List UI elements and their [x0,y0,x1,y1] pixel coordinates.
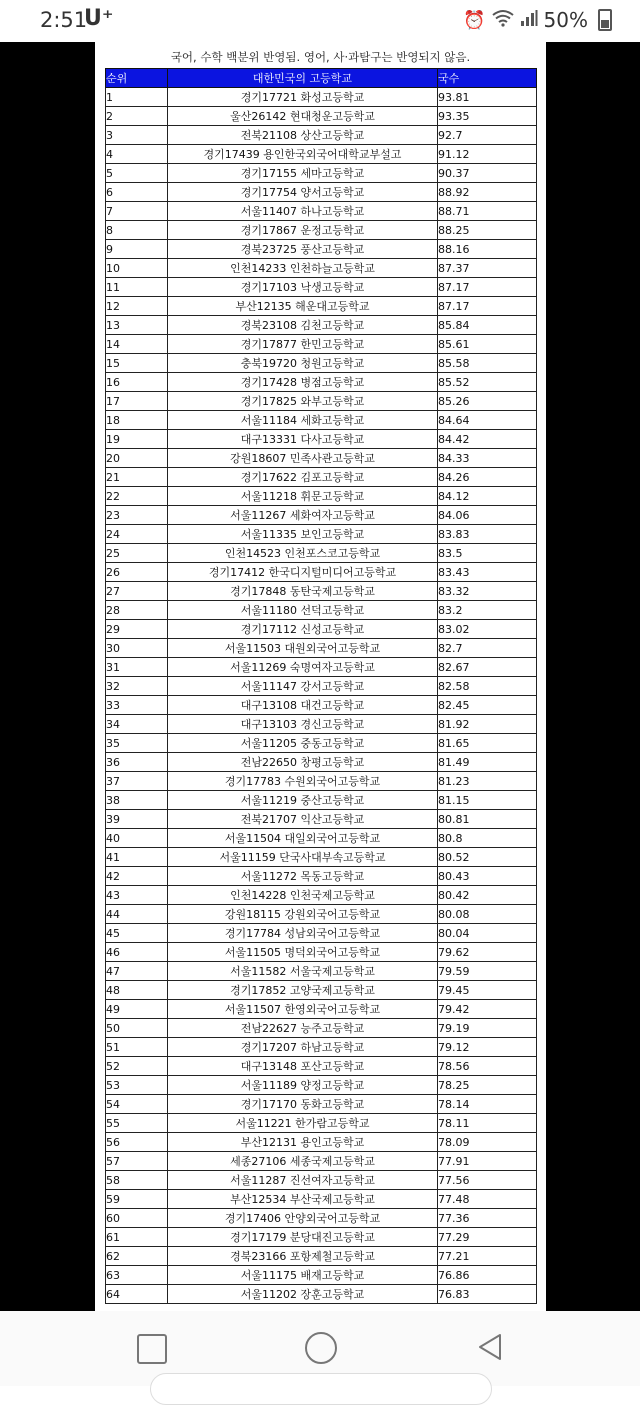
score-cell: 83.83 [438,525,537,544]
school-cell: 경기17754 양서고등학교 [168,183,438,202]
score-cell: 83.32 [438,582,537,601]
school-cell: 충북19720 청원고등학교 [168,354,438,373]
table-row [106,183,537,202]
rank-cell: 5 [106,164,168,183]
score-cell: 82.45 [438,696,537,715]
table-row [106,905,537,924]
score-cell: 84.06 [438,506,537,525]
score-cell: 78.25 [438,1076,537,1095]
table-row [106,1038,537,1057]
table-row [106,1095,537,1114]
image-viewer[interactable] [0,42,640,1311]
school-cell: 경기17207 하남고등학교 [168,1038,438,1057]
school-cell: 서울11147 강서고등학교 [168,677,438,696]
table-row [106,639,537,658]
score-cell: 85.84 [438,316,537,335]
score-cell: 80.52 [438,848,537,867]
rank-cell: 49 [106,1000,168,1019]
school-cell: 경기17112 신성고등학교 [168,620,438,639]
table-row [106,259,537,278]
home-icon [305,1332,337,1364]
score-cell: 79.59 [438,962,537,981]
battery-percent: 50% [543,8,588,32]
school-cell: 경기17877 한민고등학교 [168,335,438,354]
table-row [106,1285,537,1304]
school-cell: 서울11159 단국사대부속고등학교 [168,848,438,867]
header-school: 대한민국의 고등학교 [168,69,438,88]
header-score: 국수 [438,69,537,88]
score-cell: 82.58 [438,677,537,696]
table-row [106,316,537,335]
table-row [106,677,537,696]
score-cell: 79.12 [438,1038,537,1057]
rank-cell: 44 [106,905,168,924]
rank-cell: 60 [106,1209,168,1228]
table-row [106,1076,537,1095]
table-row [106,297,537,316]
table-row [106,620,537,639]
rank-cell: 56 [106,1133,168,1152]
school-cell: 서울11189 양정고등학교 [168,1076,438,1095]
school-cell: 세종27106 세종국제고등학교 [168,1152,438,1171]
score-cell: 87.17 [438,278,537,297]
rank-cell: 29 [106,620,168,639]
table-row [106,1171,537,1190]
status-bar [0,0,640,42]
score-cell: 81.92 [438,715,537,734]
school-cell: 서울11582 서울국제고등학교 [168,962,438,981]
score-cell: 81.23 [438,772,537,791]
table-row [106,1057,537,1076]
score-cell: 78.11 [438,1114,537,1133]
rank-cell: 42 [106,867,168,886]
score-cell: 87.37 [438,259,537,278]
sheet-note: 국어, 수학 백분위 반영됨. 영어, 사·과탐구는 반영되지 않음. [170,50,471,64]
score-cell: 90.37 [438,164,537,183]
table-row [106,202,537,221]
rank-cell: 61 [106,1228,168,1247]
table-row [106,715,537,734]
table-row [106,335,537,354]
school-cell: 서울11221 한가람고등학교 [168,1114,438,1133]
rank-cell: 25 [106,544,168,563]
school-cell: 서울11504 대일외국어고등학교 [168,829,438,848]
battery-icon [598,9,612,31]
table-row [106,1247,537,1266]
table-body [106,88,537,1304]
school-cell: 경기17103 낙생고등학교 [168,278,438,297]
school-cell: 경기17622 김포고등학교 [168,468,438,487]
school-cell: 서울11218 휘문고등학교 [168,487,438,506]
table-row [106,867,537,886]
score-cell: 84.42 [438,430,537,449]
rank-cell: 54 [106,1095,168,1114]
table-row [106,1000,537,1019]
table-row [106,753,537,772]
table-row [106,791,537,810]
home-button[interactable] [304,1331,340,1367]
rank-cell: 17 [106,392,168,411]
score-cell: 82.67 [438,658,537,677]
score-cell: 82.7 [438,639,537,658]
school-cell: 전북21108 상산고등학교 [168,126,438,145]
school-cell: 서울11202 장훈고등학교 [168,1285,438,1304]
school-cell: 서울11407 하나고등학교 [168,202,438,221]
table-row [106,734,537,753]
school-cell: 인천14228 인천국제고등학교 [168,886,438,905]
table-row [106,1114,537,1133]
rank-cell: 64 [106,1285,168,1304]
back-button[interactable] [474,1331,510,1367]
score-cell: 78.09 [438,1133,537,1152]
school-cell: 전남22627 능주고등학교 [168,1019,438,1038]
score-cell: 88.71 [438,202,537,221]
rank-cell: 31 [106,658,168,677]
school-cell: 강원18115 강원외국어고등학교 [168,905,438,924]
rank-cell: 15 [106,354,168,373]
score-cell: 76.83 [438,1285,537,1304]
table-row [106,601,537,620]
school-cell: 서울11180 선덕고등학교 [168,601,438,620]
score-cell: 79.62 [438,943,537,962]
gesture-pill[interactable] [150,1373,492,1405]
score-cell: 93.81 [438,88,537,107]
score-cell: 84.33 [438,449,537,468]
score-cell: 84.12 [438,487,537,506]
rank-cell: 19 [106,430,168,449]
school-cell: 부산12135 해운대고등학교 [168,297,438,316]
rank-cell: 33 [106,696,168,715]
score-cell: 80.81 [438,810,537,829]
table-row [106,240,537,259]
rank-cell: 35 [106,734,168,753]
school-cell: 강원18607 민족사관고등학교 [168,449,438,468]
rank-cell: 38 [106,791,168,810]
school-cell: 경기17428 병점고등학교 [168,373,438,392]
rank-cell: 24 [106,525,168,544]
carrier-label: U⁺ [84,6,114,31]
rank-cell: 52 [106,1057,168,1076]
score-cell: 80.42 [438,886,537,905]
rank-cell: 22 [106,487,168,506]
score-cell: 83.5 [438,544,537,563]
rank-cell: 62 [106,1247,168,1266]
table-row [106,981,537,1000]
score-cell: 77.91 [438,1152,537,1171]
table-row [106,1266,537,1285]
score-cell: 77.29 [438,1228,537,1247]
school-cell: 경기17867 운정고등학교 [168,221,438,240]
rank-cell: 51 [106,1038,168,1057]
rank-cell: 59 [106,1190,168,1209]
school-cell: 경기17825 와부고등학교 [168,392,438,411]
table-row [106,962,537,981]
score-cell: 85.61 [438,335,537,354]
rank-cell: 41 [106,848,168,867]
rank-cell: 50 [106,1019,168,1038]
score-cell: 80.8 [438,829,537,848]
score-cell: 91.12 [438,145,537,164]
school-cell: 경기17406 안양외국어고등학교 [168,1209,438,1228]
school-cell: 경기17721 화성고등학교 [168,88,438,107]
rank-cell: 48 [106,981,168,1000]
rank-cell: 46 [106,943,168,962]
table-header-row [106,69,537,88]
score-cell: 80.04 [438,924,537,943]
table-row [106,1228,537,1247]
rank-cell: 1 [106,88,168,107]
table-row [106,1019,537,1038]
score-cell: 84.64 [438,411,537,430]
school-cell: 울산26142 현대청운고등학교 [168,107,438,126]
rank-cell: 27 [106,582,168,601]
rank-cell: 45 [106,924,168,943]
rank-cell: 53 [106,1076,168,1095]
school-cell: 대구13148 포산고등학교 [168,1057,438,1076]
rank-cell: 21 [106,468,168,487]
school-cell: 경북23108 김천고등학교 [168,316,438,335]
back-icon [474,1331,506,1363]
rank-cell: 6 [106,183,168,202]
rank-cell: 7 [106,202,168,221]
school-cell: 서울11267 세화여자고등학교 [168,506,438,525]
school-cell: 전북21707 익산고등학교 [168,810,438,829]
table-row [106,810,537,829]
rank-cell: 12 [106,297,168,316]
table-row [106,563,537,582]
table-row [106,126,537,145]
school-cell: 경기17155 세마고등학교 [168,164,438,183]
score-cell: 79.19 [438,1019,537,1038]
score-cell: 92.7 [438,126,537,145]
score-cell: 77.36 [438,1209,537,1228]
school-cell: 경기17439 용인한국외국어대학교부설고 [168,145,438,164]
table-row [106,107,537,126]
table-row [106,145,537,164]
rank-cell: 39 [106,810,168,829]
ranking-sheet [95,42,546,1311]
school-cell: 경북23166 포항제철고등학교 [168,1247,438,1266]
rank-cell: 40 [106,829,168,848]
rank-cell: 47 [106,962,168,981]
rank-cell: 36 [106,753,168,772]
table-row [106,525,537,544]
rank-cell: 20 [106,449,168,468]
table-row [106,924,537,943]
alarm-icon: ⏰ [463,9,486,31]
table-row [106,943,537,962]
rank-cell: 14 [106,335,168,354]
school-cell: 부산12534 부산국제고등학교 [168,1190,438,1209]
table-row [106,354,537,373]
score-cell: 87.17 [438,297,537,316]
rank-cell: 55 [106,1114,168,1133]
school-cell: 서울11335 보인고등학교 [168,525,438,544]
table-row [106,848,537,867]
recent-apps-button[interactable] [134,1331,170,1367]
school-cell: 서울11503 대원외국어고등학교 [168,639,438,658]
score-cell: 80.43 [438,867,537,886]
school-cell: 서울11175 배재고등학교 [168,1266,438,1285]
school-cell: 서울11507 한영외국어고등학교 [168,1000,438,1019]
school-cell: 전남22650 창평고등학교 [168,753,438,772]
rank-cell: 43 [106,886,168,905]
score-cell: 76.86 [438,1266,537,1285]
score-cell: 79.42 [438,1000,537,1019]
score-cell: 81.49 [438,753,537,772]
score-cell: 78.56 [438,1057,537,1076]
rank-cell: 26 [106,563,168,582]
school-cell: 서울11272 목동고등학교 [168,867,438,886]
rank-cell: 11 [106,278,168,297]
recent-apps-icon [137,1334,167,1364]
header-rank: 순위 [106,69,168,88]
school-cell: 인천14523 인천포스코고등학교 [168,544,438,563]
table-row [106,430,537,449]
table-row [106,164,537,183]
score-cell: 85.58 [438,354,537,373]
rank-cell: 4 [106,145,168,164]
school-cell: 인천14233 인천하늘고등학교 [168,259,438,278]
table-row [106,886,537,905]
rank-cell: 9 [106,240,168,259]
rank-cell: 57 [106,1152,168,1171]
table-row [106,221,537,240]
school-cell: 대구13108 대건고등학교 [168,696,438,715]
rank-cell: 28 [106,601,168,620]
rank-cell: 37 [106,772,168,791]
table-row [106,411,537,430]
score-cell: 85.26 [438,392,537,411]
school-cell: 경기17784 성남외국어고등학교 [168,924,438,943]
school-cell: 서울11505 명덕외국어고등학교 [168,943,438,962]
table-row [106,487,537,506]
school-cell: 대구13331 다사고등학교 [168,430,438,449]
table-row [106,696,537,715]
school-cell: 대구13103 경신고등학교 [168,715,438,734]
score-cell: 77.21 [438,1247,537,1266]
rank-cell: 18 [106,411,168,430]
school-cell: 경기17412 한국디지털미디어고등학교 [168,563,438,582]
score-cell: 83.2 [438,601,537,620]
rank-cell: 58 [106,1171,168,1190]
school-cell: 서울11184 세화고등학교 [168,411,438,430]
school-cell: 서울11219 중산고등학교 [168,791,438,810]
rank-cell: 2 [106,107,168,126]
score-cell: 88.92 [438,183,537,202]
rank-cell: 63 [106,1266,168,1285]
score-cell: 77.48 [438,1190,537,1209]
score-cell: 83.02 [438,620,537,639]
score-cell: 81.65 [438,734,537,753]
status-icons [463,8,612,32]
table-row [106,278,537,297]
rank-cell: 30 [106,639,168,658]
score-cell: 93.35 [438,107,537,126]
table-row [106,449,537,468]
rank-cell: 8 [106,221,168,240]
score-cell: 77.56 [438,1171,537,1190]
status-time: 2:51 [40,8,88,32]
table-row [106,468,537,487]
score-cell: 88.25 [438,221,537,240]
score-cell: 81.15 [438,791,537,810]
table-row [106,1133,537,1152]
school-cell: 경북23725 풍산고등학교 [168,240,438,259]
table-row [106,373,537,392]
navigation-bar [0,1311,640,1386]
table-row [106,88,537,107]
school-cell: 경기17170 동화고등학교 [168,1095,438,1114]
rank-cell: 23 [106,506,168,525]
table-row [106,1190,537,1209]
table-row [106,506,537,525]
school-cell: 서울11269 숙명여자고등학교 [168,658,438,677]
rank-cell: 13 [106,316,168,335]
score-cell: 84.26 [438,468,537,487]
rank-cell: 32 [106,677,168,696]
rank-cell: 16 [106,373,168,392]
table-row [106,658,537,677]
rank-cell: 10 [106,259,168,278]
school-cell: 서울11205 중동고등학교 [168,734,438,753]
school-cell: 경기17848 동탄국제고등학교 [168,582,438,601]
rank-cell: 34 [106,715,168,734]
score-cell: 78.14 [438,1095,537,1114]
rank-cell: 3 [106,126,168,145]
signal-icon [520,9,538,32]
school-cell: 경기17783 수원외국어고등학교 [168,772,438,791]
table-row [106,1209,537,1228]
table-row [106,392,537,411]
table-row [106,1152,537,1171]
wifi-icon [492,9,514,32]
school-cell: 부산12131 용인고등학교 [168,1133,438,1152]
ranking-table [105,68,537,1304]
school-cell: 서울11287 진선여자고등학교 [168,1171,438,1190]
table-row [106,829,537,848]
score-cell: 80.08 [438,905,537,924]
score-cell: 88.16 [438,240,537,259]
table-row [106,582,537,601]
score-cell: 85.52 [438,373,537,392]
school-cell: 경기17852 고양국제고등학교 [168,981,438,1000]
school-cell: 경기17179 분당대진고등학교 [168,1228,438,1247]
score-cell: 79.45 [438,981,537,1000]
table-row [106,772,537,791]
score-cell: 83.43 [438,563,537,582]
table-row [106,544,537,563]
